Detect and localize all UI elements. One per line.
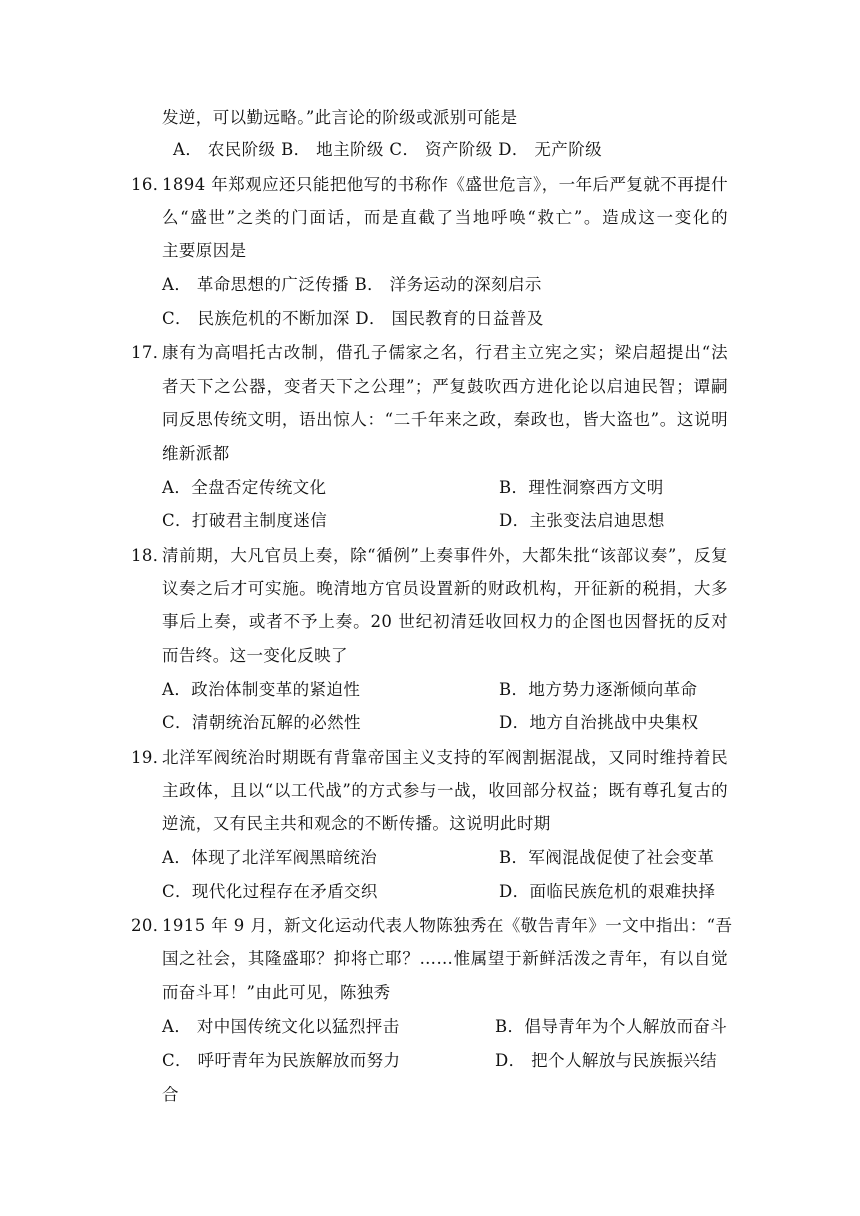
question-stem-line: 国之社会，其隆盛耶？抑将亡耶？……惟属望于新鲜活泼之青年，有以自觉	[162, 949, 728, 968]
question-stem-line: 逆流，又有民主共和观念的不断传播。这说明此时期	[162, 814, 551, 833]
question-stem-line: 主政体，且以“以工代战”的方式参与一战，收回部分权益；既有尊孔复古的	[162, 781, 728, 800]
question-stem-line: 主要原因是	[162, 241, 247, 260]
question-stem-line: 事后上奏，或者不予上奏。20 世纪初清廷收回权力的企图也因督抚的反对	[162, 612, 728, 631]
question-stem-line: 而告终。这一变化反映了	[162, 646, 348, 665]
prev-question-options: A． 农民阶级 B． 地主阶级 C． 资产阶级 D． 无产阶级	[173, 140, 603, 159]
option-d: D．主张变法启迪思想	[499, 511, 665, 530]
question-stem-line: 清前期，大凡官员上奏，除“循例”上奏事件外，大都朱批“该部议奏”，反复	[162, 546, 728, 565]
question-stem-line: 么“盛世”之类的门面话，而是直截了当地呼唤“救亡”。造成这一变化的	[162, 208, 728, 227]
option-b: B．地方势力逐渐倾向革命	[499, 680, 698, 699]
question-number: 19．	[131, 748, 170, 767]
question-stem-line: 而奋斗耳！”由此可见，陈独秀	[162, 983, 391, 1002]
question-stem-line: 北洋军阀统治时期既有背靠帝国主义支持的军阀割据混战，又同时维持着民	[162, 748, 728, 767]
question-stem-line: 同反思传统文明，语出惊人：“二千年来之政，秦政也，皆大盗也”。这说明	[162, 410, 728, 429]
option-d: D．地方自治挑战中央集权	[499, 713, 699, 732]
option-line: C． 民族危机的不断加深 D． 国民教育的日益普及	[162, 309, 544, 328]
option-d: D． 把个人解放与民族振兴结	[495, 1051, 718, 1070]
option-d-wrap: 合	[162, 1085, 179, 1104]
option-a: A． 对中国传统文化以猛烈抨击	[162, 1017, 400, 1036]
option-b: B．军阀混战促使了社会变革	[499, 848, 715, 867]
option-line: A． 革命思想的广泛传播 B． 洋务运动的深刻启示	[162, 275, 542, 294]
question-stem-line: 康有为高唱托古改制，借孔子儒家之名，行君主立宪之实；梁启超提出“法	[162, 343, 728, 362]
question-number: 20．	[131, 916, 170, 935]
question-stem-line: 维新派都	[162, 444, 230, 463]
question-stem-line: 1915 年 9 月，新文化运动代表人物陈独秀在《敬告青年》一文中指出：“吾	[162, 916, 733, 935]
option-a: A．全盘否定传统文化	[162, 478, 327, 497]
question-number: 17．	[131, 343, 170, 362]
question-stem-line: 议奏之后才可实施。晚清地方官员设置新的财政机构，开征新的税捐，大多	[162, 579, 728, 598]
option-c: C．打破君主制度迷信	[162, 511, 328, 530]
question-stem-line: 者天下之公器，变者天下之公理”；严复鼓吹西方进化论以启迪民智；谭嗣	[162, 377, 728, 396]
option-d: D．面临民族危机的艰难抉择	[499, 882, 716, 901]
option-c: C．清朝统治瓦解的必然性	[162, 713, 361, 732]
prev-question-stem-end: 发逆，可以勤远略。”此言论的阶级或派别可能是	[162, 108, 518, 127]
question-stem-line: 1894 年郑观应还只能把他写的书称作《盛世危言》，一年后严复就不再提什	[162, 175, 728, 194]
option-c: C．现代化过程存在矛盾交织	[162, 882, 378, 901]
question-number: 18．	[131, 546, 170, 565]
option-b: B．理性洞察西方文明	[499, 478, 664, 497]
question-number: 16．	[131, 175, 170, 194]
option-b: B．倡导青年为个人解放而奋斗	[495, 1017, 728, 1036]
option-c: C． 呼吁青年为民族解放而努力	[162, 1051, 401, 1070]
option-a: A．政治体制变革的紧迫性	[162, 680, 361, 699]
option-a: A．体现了北洋军阀黑暗统治	[162, 848, 378, 867]
